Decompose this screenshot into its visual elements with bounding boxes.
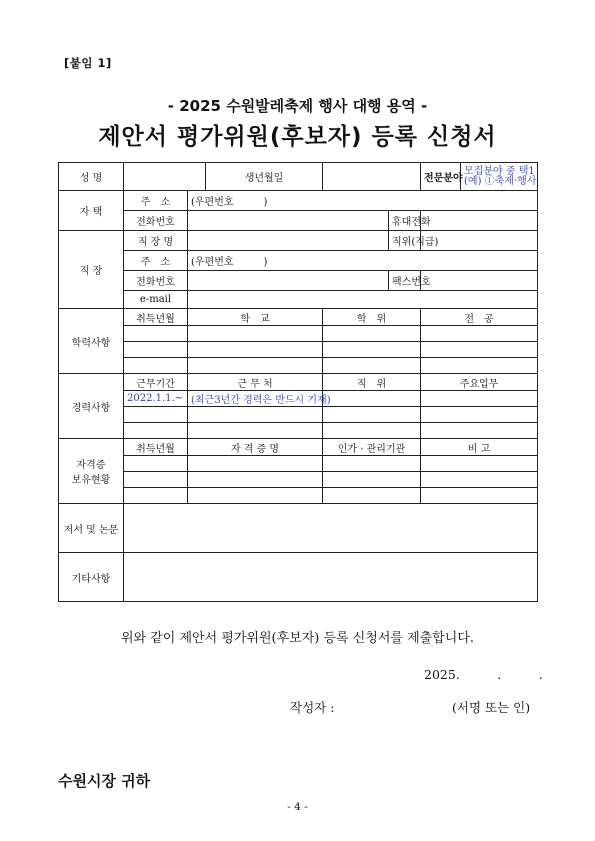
career-workplace-cell[interactable]: (최근3년간 경력은 반드시 기재) [188,391,323,407]
license-header-name: 자 격 증 명 [188,439,323,456]
name-field[interactable] [124,163,206,191]
work-phone-field[interactable] [188,271,389,291]
license-entry-row [59,472,538,488]
career-position-cell[interactable] [323,423,421,439]
recruit-hint-line1: 모집분야 중 택1 [464,165,535,177]
work-position-label: 직위(직급) [389,231,421,251]
license-header-date: 취득년월 [124,439,188,456]
work-email-field[interactable] [188,291,538,309]
education-header-row [59,309,538,326]
work-address-label: 주 소 [124,251,188,271]
career-entry-row [59,391,538,407]
license-entry-row [59,488,538,504]
home-phone-label: 전화번호 [124,211,188,231]
work-position-field[interactable] [421,231,538,251]
license-name-cell[interactable] [188,472,323,488]
work-fax-field[interactable] [421,271,538,291]
career-period-cell[interactable] [124,423,188,439]
work-email-label: e-mail [124,291,188,309]
education-major-cell[interactable] [421,342,538,358]
education-degree-cell[interactable] [323,342,421,358]
career-position-cell[interactable] [323,407,421,423]
declaration-text: 위와 같이 제안서 평가위원(후보자) 등록 신청서를 제출합니다. [120,631,475,646]
home-phone-field[interactable] [188,211,389,231]
license-authority-cell[interactable] [323,488,421,504]
education-degree-cell[interactable] [323,358,421,374]
work-phone-label: 전화번호 [124,271,188,291]
other-label: 기타사항 [59,553,124,602]
publications-row [59,504,538,553]
work-phone-row [59,271,538,291]
publications-label: 저서 및 논문 [59,504,124,553]
education-header-school: 학 교 [188,309,323,326]
career-header-workplace: 근 무 처 [188,374,323,391]
home-mobile-label: 휴대전화 [389,211,421,231]
publications-field[interactable] [124,504,538,553]
home-phone-row [59,211,538,231]
license-date-cell[interactable] [124,488,188,504]
recruit-hint-line2: (예) ①축제·행사 [464,175,537,187]
education-major-cell[interactable] [421,358,538,374]
education-major-cell[interactable] [421,326,538,342]
education-section-label: 학력사항 [59,309,124,374]
education-entry-row [59,358,538,374]
home-address-field[interactable]: (우편번호 ) [188,191,538,211]
education-entry-row [59,342,538,358]
career-duties-cell[interactable] [421,423,538,439]
license-label-line2: 보유현황 [71,475,111,486]
education-date-cell[interactable] [124,342,188,358]
work-section-label: 직 장 [59,231,124,309]
license-header-row [59,439,538,456]
education-school-cell[interactable] [188,342,323,358]
work-fax-label: 팩스번호 [389,271,421,291]
license-header-authority: 인가 · 관리기관 [323,439,421,456]
license-date-cell[interactable] [124,472,188,488]
education-header-major: 전 공 [421,309,538,326]
birth-field[interactable] [323,163,421,191]
education-header-date: 취득년월 [124,309,188,326]
career-header-row [59,374,538,391]
specialty-field[interactable] [461,163,538,191]
education-date-cell[interactable] [124,358,188,374]
license-name-cell[interactable] [188,456,323,472]
license-date-cell[interactable] [124,456,188,472]
license-authority-cell[interactable] [323,456,421,472]
document-subtitle: - 2025 수원발레축제 행사 대행 용역 - [167,97,428,115]
document-title: 제안서 평가위원(후보자) 등록 신청서 [98,124,497,150]
other-field[interactable] [124,553,538,602]
author-label: 작성자 : [290,700,335,715]
home-address-row [59,191,538,211]
work-address-field[interactable]: (우편번호 ) [188,251,538,271]
other-row [59,553,538,602]
career-section-label: 경력사항 [59,374,124,439]
career-entry-row [59,407,538,423]
career-header-period: 근무기간 [124,374,188,391]
signature-label: (서명 또는 인) [452,700,531,715]
education-date-cell[interactable] [124,326,188,342]
career-period-cell[interactable]: 2022.1.1.~ [124,391,188,407]
name-label: 성 명 [59,163,124,191]
work-company-row [59,231,538,251]
career-duties-cell[interactable] [421,407,538,423]
specialty-label: 전문분야 [421,163,461,191]
career-duties-cell[interactable] [421,391,538,407]
license-entry-row [59,456,538,472]
license-remarks-cell[interactable] [421,488,538,504]
career-workplace-cell[interactable] [188,407,323,423]
license-section-label [59,439,124,504]
education-header-degree: 학 위 [323,309,421,326]
license-remarks-cell[interactable] [421,456,538,472]
career-header-position: 직 위 [323,374,421,391]
home-address-label: 주 소 [124,191,188,211]
license-authority-cell[interactable] [323,472,421,488]
career-workplace-cell[interactable] [188,423,323,439]
page-number: - 4 - [287,801,308,813]
home-section-label: 자 택 [59,191,124,231]
home-mobile-field[interactable] [421,211,538,231]
education-school-cell[interactable] [188,326,323,342]
license-remarks-cell[interactable] [421,472,538,488]
license-name-cell[interactable] [188,488,323,504]
attachment-label: [붙임 1] [64,56,112,70]
basic-info-row [59,163,538,191]
work-email-row [59,291,538,309]
career-position-cell[interactable] [323,391,421,407]
career-entry-row [59,423,538,439]
recipient-label: 수원시장 귀하 [58,772,151,790]
education-entry-row [59,326,538,342]
career-header-duties: 주요업무 [421,374,538,391]
career-period-cell[interactable] [124,407,188,423]
license-label-line1: 자격증 [76,460,106,471]
application-form-table [58,162,538,602]
education-school-cell[interactable] [188,358,323,374]
license-header-remarks: 비 고 [421,439,538,456]
submission-date: 2025. . . [424,667,543,682]
work-address-row [59,251,538,271]
education-degree-cell[interactable] [323,326,421,342]
birth-label: 생년월일 [206,163,323,191]
work-company-label: 직 장 명 [124,231,188,251]
work-company-field[interactable] [188,231,389,251]
